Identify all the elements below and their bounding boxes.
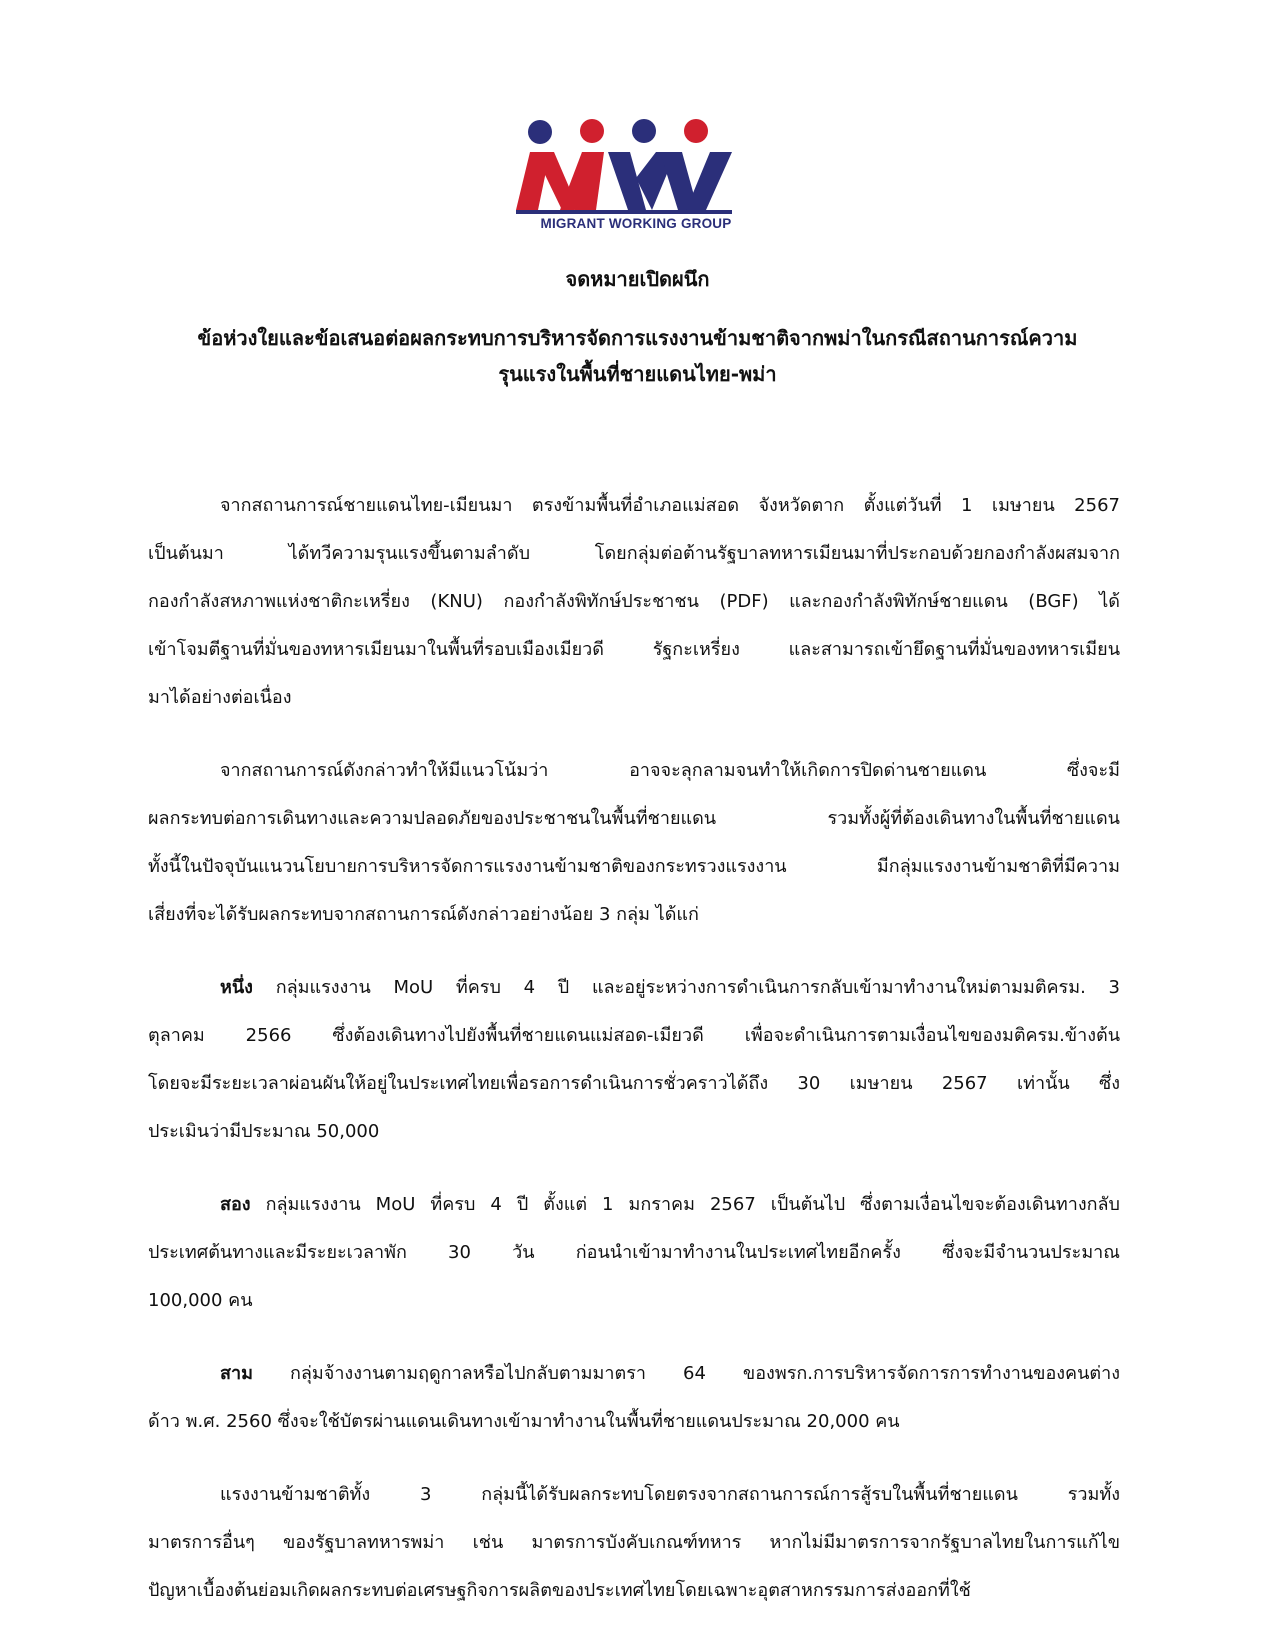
paragraph-line: แรงงานข้ามชาติทั้ง 3 กลุ่มนี้ได้รับผลกระทบโดยตรงจากสถานการณ์การสู้รบในพื้นที่ชายแดน รวมทั้ง — [220, 1484, 1120, 1505]
paragraph-line: ประเทศต้นทางและมีระยะเวลาพัก 30 วัน ก่อนนำเข้ามาทำงานในประเทศไทยอีกครั้ง ซึ่งจะมีจำนวนประมาณ — [148, 1242, 1120, 1263]
lead-word: สอง — [220, 1194, 251, 1215]
paragraph-line: ทั้งนี้ในปัจจุบันแนวนโยบายการบริหารจัดการแรงงานข้ามชาติของกระทรวงแรงงาน มีกลุ่มแรงงานข้ามชาติที่มีความ — [148, 856, 1120, 877]
lead-word: หนึ่ง — [220, 977, 253, 998]
paragraph-group-two — [148, 1181, 1120, 1325]
paragraph-line-text: กลุ่มแรงงาน MoU ที่ครบ 4 ปี และอยู่ระหว่างการดำเนินการกลับเข้ามาทำงานใหม่ตามมติครม. 3 — [252, 977, 1120, 998]
paragraph-group-three — [148, 1350, 1120, 1446]
subtitle-line: รุนแรงในพื้นที่ชายแดนไทย-พม่า — [498, 362, 777, 386]
letter-title: จดหมายเปิดผนึก — [565, 267, 710, 291]
paragraph-line: มาตรการอื่นๆ ของรัฐบาลทหารพม่า เช่น มาตรการบังคับเกณฑ์ทหาร หากไม่มีมาตรการจากรัฐบาลไทยในการแก้ไข — [148, 1532, 1120, 1553]
paragraph-line: ประเมินว่ามีประมาณ 50,000 — [148, 1121, 380, 1142]
paragraph-line: 100,000 คน — [148, 1290, 253, 1311]
paragraph-line-text: กลุ่มแรงงาน MoU ที่ครบ 4 ปี ตั้งแต่ 1 มกราคม 2567 เป็นต้นไป ซึ่งตามเงื่อนไขจะต้องเดินทางกลับ — [250, 1194, 1120, 1215]
paragraph-line: เข้าโจมตีฐานที่มั่นของทหารเมียนมาในพื้นที่รอบเมืองเมียวดี รัฐกะเหรี่ยง และสามารถเข้ายึดฐานที่มั่นของทหารเมียน — [148, 639, 1120, 660]
paragraph-line: เสี่ยงที่จะได้รับผลกระทบจากสถานการณ์ดังกล่าวอย่างน้อย 3 กลุ่ม ได้แก่ — [148, 904, 699, 925]
paragraph-line-text: กลุ่มจ้างงานตามฤดูกาลหรือไปกลับตามมาตรา 64 ของพรก.การบริหารจัดการการทำงานของคนต่าง — [252, 1363, 1120, 1384]
subtitle-line: ข้อห่วงใยและข้อเสนอต่อผลกระทบการบริหารจัดการแรงงานข้ามชาติจากพม่าในกรณีสถานการณ์ความ — [197, 326, 1078, 350]
mwg-logo-icon — [516, 118, 756, 223]
paragraph-2 — [148, 747, 1120, 939]
paragraph-line: ด้าว พ.ศ. 2560 ซึ่งจะใช้บัตรผ่านแดนเดินทางเข้ามาทำงานในพื้นที่ชายแดนประมาณ 20,000 คน — [148, 1411, 900, 1432]
logo-caption: MIGRANT WORKING GROUP — [540, 216, 732, 231]
paragraph-line: เป็นต้นมา ได้ทวีความรุนแรงขึ้นตามลำดับ โดยกลุ่มต่อต้านรัฐบาลทหารเมียนมาที่ประกอบด้วยกองกำลังผสมจาก — [148, 543, 1120, 564]
paragraph-line: จากสถานการณ์ชายแดนไทย-เมียนมา ตรงข้ามพื้นที่อำเภอแม่สอด จังหวัดตาก ตั้งแต่วันที่ 1 เมษายน 2567 — [220, 495, 1120, 516]
paragraph-line: โดยจะมีระยะเวลาผ่อนผันให้อยู่ในประเทศไทยเพื่อรอการดำเนินการชั่วคราวได้ถึง 30 เมษายน 2567 เท่านั้น ซึ่ง — [148, 1073, 1120, 1094]
paragraph-line — [148, 964, 1120, 1012]
organization-logo — [516, 118, 756, 238]
paragraph-group-one — [148, 964, 1120, 1156]
paragraph-line: มาได้อย่างต่อเนื่อง — [148, 687, 292, 708]
paragraph-line: ปัญหาเบื้องต้นย่อมเกิดผลกระทบต่อเศรษฐกิจการผลิตของประเทศไทยโดยเฉพาะอุตสาหกรรมการส่งออกที่ใช้ — [148, 1580, 971, 1601]
paragraph-line — [148, 1181, 1120, 1229]
paragraph-1 — [148, 482, 1120, 722]
paragraph-6 — [148, 1471, 1120, 1615]
letter-body — [148, 482, 1120, 1640]
paragraph-line: ผลกระทบต่อการเดินทางและความปลอดภัยของประชาชนในพื้นที่ชายแดน รวมทั้งผู้ที่ต้องเดินทางในพื้นที่ชายแดน — [148, 808, 1120, 829]
paragraph-line: กองกำลังสหภาพแห่งชาติกะเหรี่ยง (KNU) กองกำลังพิทักษ์ประชาชน (PDF) และกองกำลังพิทักษ์ชายแดน (BGF) ได้ — [148, 591, 1120, 612]
lead-word: สาม — [220, 1363, 253, 1384]
paragraph-line: จากสถานการณ์ดังกล่าวทำให้มีแนวโน้มว่า อาจจะลุกลามจนทำให้เกิดการปิดด่านชายแดน ซึ่งจะมี — [220, 760, 1120, 781]
paragraph-line — [148, 1350, 1120, 1398]
paragraph-line: ตุลาคม 2566 ซึ่งต้องเดินทางไปยังพื้นที่ชายแดนแม่สอด-เมียวดี เพื่อจะดำเนินการตามเงื่อนไขของมติครม.ข้างต้น — [148, 1025, 1120, 1046]
letter-subtitle — [140, 320, 1135, 392]
